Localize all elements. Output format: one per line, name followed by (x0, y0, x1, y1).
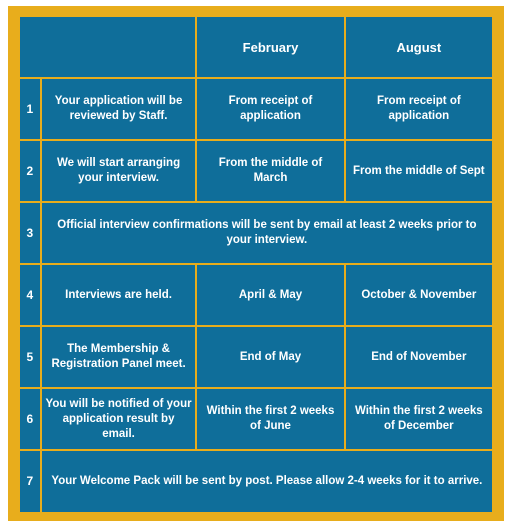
august-timing: October & November (345, 264, 493, 326)
step-number: 5 (19, 326, 41, 388)
step-description: We will start arranging your interview. (41, 140, 197, 202)
step-number: 3 (19, 202, 41, 264)
header-august: August (345, 16, 493, 78)
february-timing: April & May (196, 264, 344, 326)
february-timing: End of May (196, 326, 344, 388)
header-row (19, 16, 493, 78)
august-timing: From the middle of Sept (345, 140, 493, 202)
february-timing: Within the first 2 weeks of June (196, 388, 344, 450)
step-full-description: Your Welcome Pack will be sent by post. Please allow 2-4 weeks for it to arrive. (41, 450, 493, 513)
header-february: February (196, 16, 344, 78)
table-row (19, 388, 493, 450)
table-row (19, 326, 493, 388)
february-timing: From receipt of application (196, 78, 344, 140)
table-row (19, 450, 493, 513)
table-row (19, 202, 493, 264)
february-timing: From the middle of March (196, 140, 344, 202)
table-row (19, 264, 493, 326)
table-frame (8, 6, 504, 521)
step-description: Your application will be reviewed by Staff. (41, 78, 197, 140)
table-container (18, 15, 494, 512)
step-number: 2 (19, 140, 41, 202)
header-empty-cell (19, 16, 196, 78)
step-number: 7 (19, 450, 41, 513)
step-number: 6 (19, 388, 41, 450)
application-timeline-table (18, 15, 494, 514)
table-row (19, 78, 493, 140)
step-number: 1 (19, 78, 41, 140)
august-timing: Within the first 2 weeks of December (345, 388, 493, 450)
step-number: 4 (19, 264, 41, 326)
august-timing: From receipt of application (345, 78, 493, 140)
step-description: The Membership & Registration Panel meet. (41, 326, 197, 388)
step-description: Interviews are held. (41, 264, 197, 326)
step-full-description: Official interview confirmations will be sent by email at least 2 weeks prior to your interview. (41, 202, 493, 264)
august-timing: End of November (345, 326, 493, 388)
table-row (19, 140, 493, 202)
step-description: You will be notified of your application result by email. (41, 388, 197, 450)
